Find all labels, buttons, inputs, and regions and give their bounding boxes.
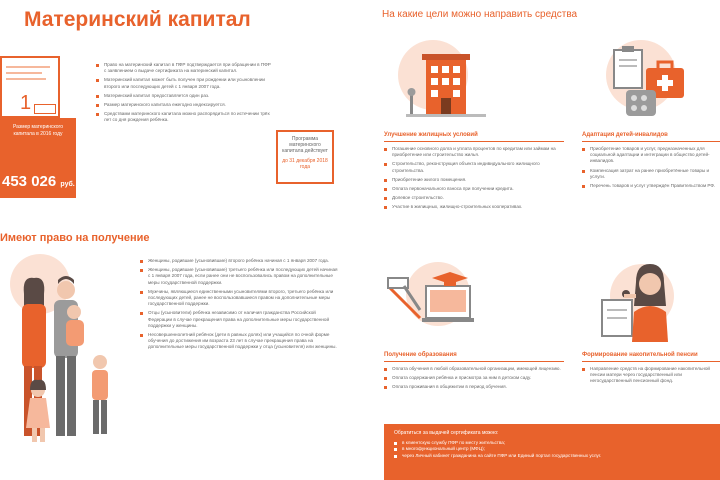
list-item: Оплата первоначального взноса при получении кредита. <box>384 186 566 192</box>
apply-heading: Обратиться за выдачей сертификата можно: <box>394 430 499 436</box>
list-item: Размер материнского капитала ежегодно индексируется. <box>96 102 272 108</box>
apply-info-bar <box>384 424 720 480</box>
pension-bullets <box>582 366 718 388</box>
apply-list <box>394 440 710 459</box>
decor-line <box>6 66 50 68</box>
divider <box>384 141 564 142</box>
divider <box>384 361 564 362</box>
list-item: Несовершеннолетний ребёнок (дети в равных долях) или учащийся по очной форме обучения до достижения им возраста 23 лет в случае прекращения права на дополнительные меры государственной поддержки у отца (усыновителя) или женщины. <box>140 332 340 351</box>
family-illustration <box>0 250 128 450</box>
list-item: Перечень товаров и услуг утверждён Правительством РФ. <box>582 183 718 189</box>
education-bullets <box>384 366 566 394</box>
eligibility-bullets <box>140 258 340 354</box>
list-item: Участие в жилищных, жилищно-строительных кооперативах. <box>384 204 566 210</box>
list-item: Материнский капитал может быть получен при рождении или усыновлении второго или последующих детей с 1 января 2007 года. <box>96 77 272 89</box>
certificate-stamp <box>34 104 56 114</box>
list-item: Оплата содержания ребёнка и присмотра за ним в детском саду. <box>384 375 566 381</box>
list-item: Право на материнский капитал в ПФР подтверждается при обращении в ПФР с заявлением о выдаче сертификата на материнский капитал. <box>96 62 272 74</box>
list-item: Приобретение товаров и услуг, предназначенных для социальной адаптации и интеграции в общество детей-инвалидов. <box>582 146 718 165</box>
category-title-education: Получение образования <box>384 352 457 358</box>
decor-line <box>6 78 46 80</box>
category-title-housing: Улучшение жилищных условий <box>384 132 478 138</box>
amount-number: 453 026 <box>2 173 57 190</box>
divider <box>582 361 720 362</box>
list-item: в многофункциональный центр (МФЦ); <box>394 446 710 452</box>
list-item: Приобретение жилого помещения. <box>384 177 566 183</box>
section-title-eligibility: Имеют право на получение <box>0 232 150 244</box>
list-item: через Личный кабинет гражданина на сайте ПФР или Единый портал государственных услуг. <box>394 453 710 459</box>
decor-line <box>6 72 42 74</box>
list-item: Женщины, родившие (усыновившие) третьего ребёнка или последующих детей начиная с 1 января 2007 года, если ранее они не воспользовались правом на дополнительные меры государственной поддержки. <box>140 267 340 286</box>
page-title: Материнский капитал <box>24 8 251 31</box>
building-icon <box>406 48 486 122</box>
list-item: Долевое строительство. <box>384 195 566 201</box>
list-item: Направление средств на формирование накопительной пенсии матери через государственный или негосударственный пенсионный фонд. <box>582 366 718 385</box>
amount-value <box>2 173 75 190</box>
woman-portrait-icon <box>600 260 680 344</box>
list-item: в клиентскую службу ПФР по месту жительства; <box>394 440 710 446</box>
list-item: Материнский капитал предоставляется один раз. <box>96 93 272 99</box>
intro-bullets <box>96 62 272 127</box>
amount-label: Размер материнского капитала в 2016 году <box>12 124 64 137</box>
deadline-date: до 31 декабря 2018 года <box>282 158 328 170</box>
list-item: Мужчины, являющиеся единственными усыновителями второго, третьего ребёнка или последующих детей, ранее не воспользовавшиеся правом на дополнительные меры государственной поддержки. <box>140 289 340 308</box>
category-title-disability: Адаптация детей-инвалидов <box>582 132 668 138</box>
amount-box <box>0 118 76 198</box>
education-icon <box>384 266 484 332</box>
certificate-digit: 1 <box>20 92 32 114</box>
disability-bullets <box>582 146 718 192</box>
list-item: Оплата обучения в любой образовательной организации, имеющей лицензию. <box>384 366 566 372</box>
section-title-uses: На какие цели можно направить средства <box>382 9 578 20</box>
category-title-pension: Формирование накопительной пенсии <box>582 352 698 358</box>
list-item: Женщины, родившие (усыновившие) второго ребёнка начиная с 1 января 2007 года. <box>140 258 340 264</box>
housing-bullets <box>384 146 566 214</box>
deadline-text: Программа материнского капитала действует <box>282 136 328 154</box>
program-deadline-card <box>276 130 334 184</box>
list-item: Строительство, реконструкция объекта индивидуального жилищного строительства. <box>384 161 566 173</box>
divider <box>582 141 720 142</box>
certificate-illustration <box>0 56 60 118</box>
list-item: Оплата проживания в общежитии в период обучения. <box>384 384 566 390</box>
list-item: Отцы (усыновители) ребёнка независимо от наличия гражданства Российской Федерации в случае прекращения права на дополнительные меры государственной поддержки у женщины. <box>140 310 340 329</box>
medical-kit-icon <box>610 46 690 124</box>
amount-currency: руб. <box>60 181 75 188</box>
list-item: Компенсация затрат на ранее приобретённые товары и услуги. <box>582 168 718 180</box>
list-item: Погашение основного долга и уплата процентов по кредитам или займам на приобретение или строительство жилья. <box>384 146 566 158</box>
list-item: Средствами материнского капитала можно распорядиться по истечении трёх лет со дня рождения ребёнка. <box>96 111 272 123</box>
